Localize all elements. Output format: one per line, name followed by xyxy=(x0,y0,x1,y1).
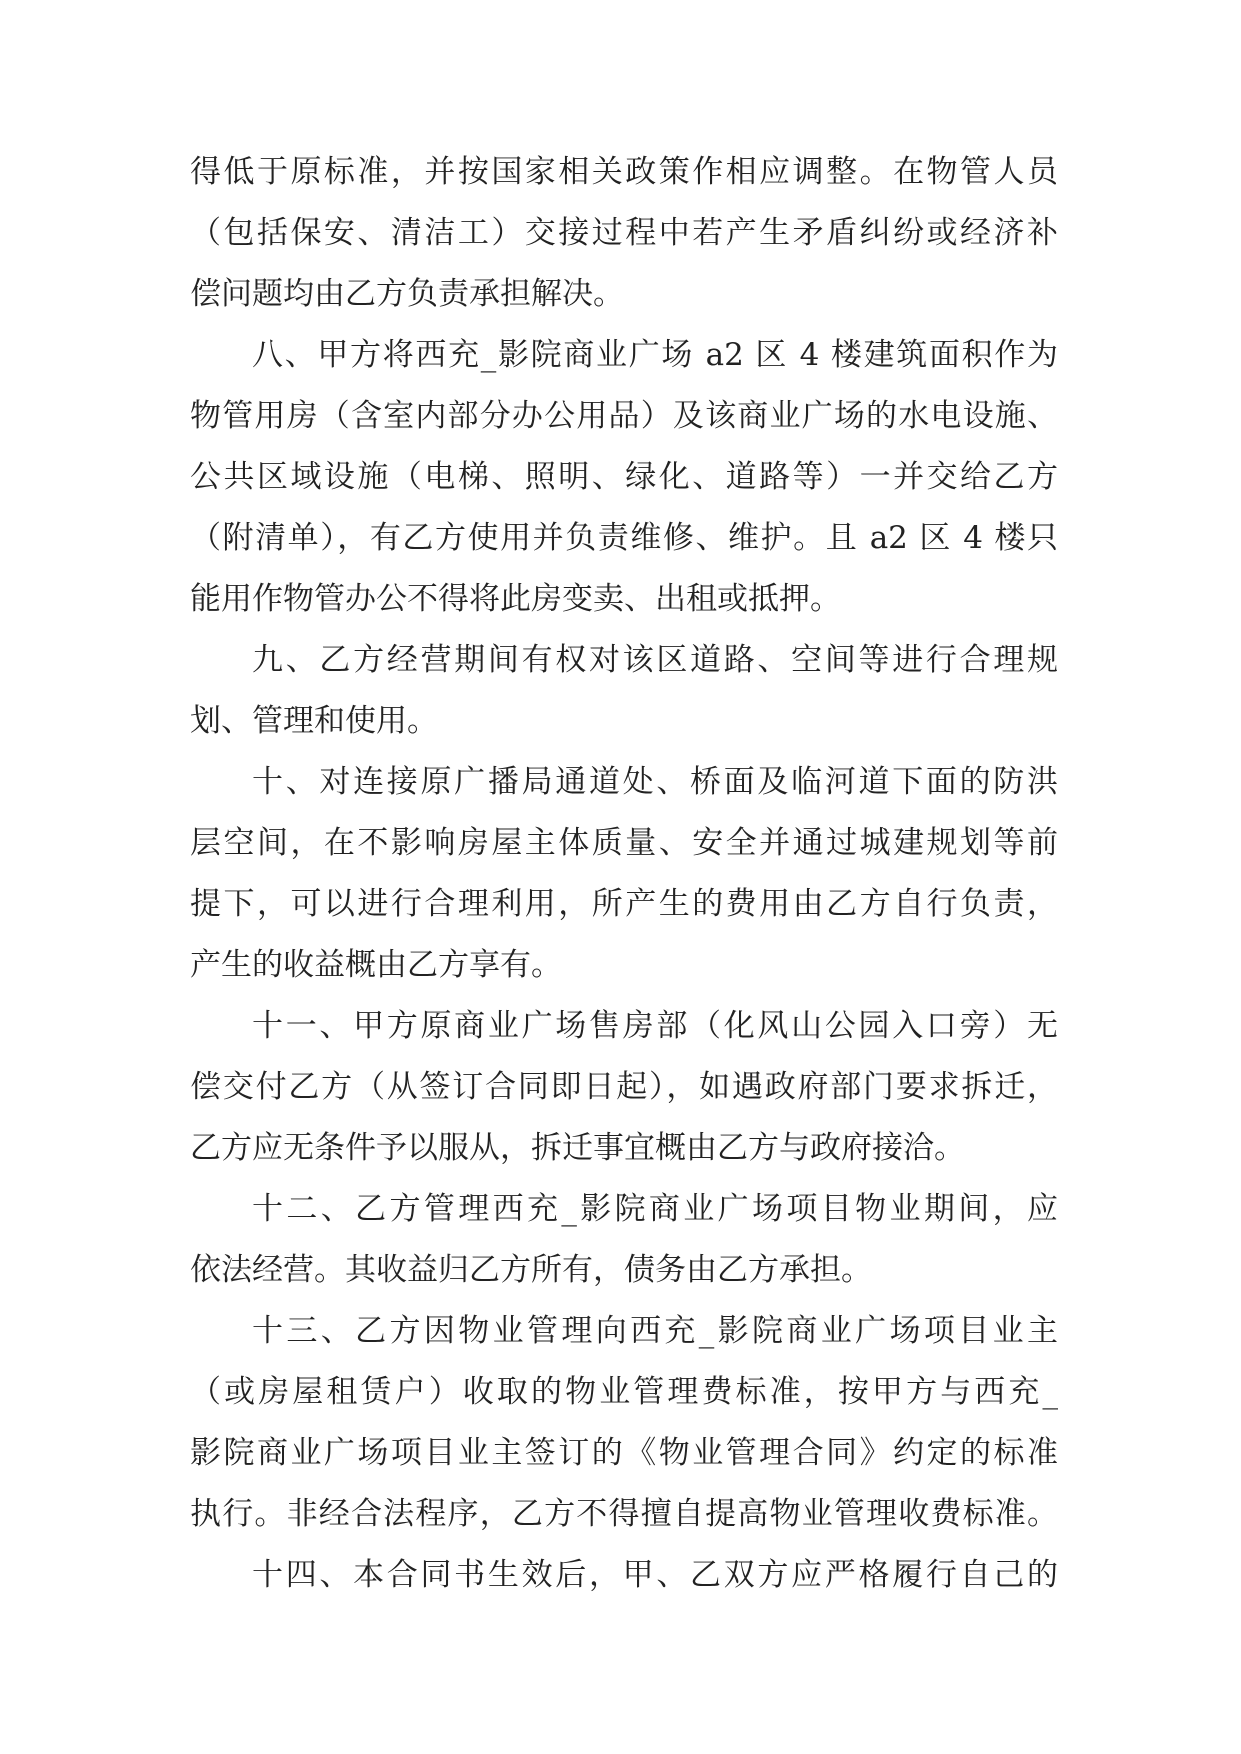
text-line: 偿问题均由乙方负责承担解决。 xyxy=(190,276,624,312)
text-line: 执行。非经合法程序，乙方不得擅自提高物业管理收费标准。 xyxy=(190,1496,1058,1532)
document-page xyxy=(190,142,1058,1606)
clause-11-first-line: 十一、甲方原商业广场售房部（化风山公园入口旁）无 xyxy=(252,1008,1058,1044)
text-line: 公共区域设施（电梯、照明、绿化、道路等）一并交给乙方 xyxy=(190,459,1058,495)
text-line: 依法经营。其收益归乙方所有，债务由乙方承担。 xyxy=(190,1252,872,1288)
text-line: 物管用房（含室内部分办公用品）及该商业广场的水电设施、 xyxy=(190,398,1058,434)
text-line: 乙方应无条件予以服从，拆迁事宜概由乙方与政府接洽。 xyxy=(190,1130,965,1166)
text-line: 划、管理和使用。 xyxy=(190,703,438,739)
clause-9-first-line: 九、乙方经营期间有权对该区道路、空间等进行合理规 xyxy=(252,642,1058,678)
clause-12-first-line: 十二、乙方管理西充_影院商业广场项目物业期间，应 xyxy=(252,1191,1058,1227)
text-line: （附清单），有乙方使用并负责维修、维护。且 a2 区 4 楼只 xyxy=(190,520,1058,556)
text-line: （或房屋租赁户）收取的物业管理费标准，按甲方与西充_ xyxy=(190,1374,1058,1410)
text-line: （包括保安、清洁工）交接过程中若产生矛盾纠纷或经济补 xyxy=(190,215,1058,251)
text-line: 能用作物管办公不得将此房变卖、出租或抵押。 xyxy=(190,581,841,617)
text-line: 产生的收益概由乙方享有。 xyxy=(190,947,562,983)
text-line: 影院商业广场项目业主签订的《物业管理合同》约定的标准 xyxy=(190,1435,1058,1471)
clause-13-first-line: 十三、乙方因物业管理向西充_影院商业广场项目业主 xyxy=(252,1313,1058,1349)
clause-14-first-line: 十四、本合同书生效后，甲、乙双方应严格履行自己的 xyxy=(252,1557,1058,1593)
text-line: 层空间，在不影响房屋主体质量、安全并通过城建规划等前 xyxy=(190,825,1058,861)
clause-10-first-line: 十、对连接原广播局通道处、桥面及临河道下面的防洪 xyxy=(252,764,1058,800)
text-line: 提下，可以进行合理利用，所产生的费用由乙方自行负责， xyxy=(190,886,1058,922)
text-line: 偿交付乙方（从签订合同即日起），如遇政府部门要求拆迁， xyxy=(190,1069,1058,1105)
clause-8-first-line: 八、甲方将西充_影院商业广场 a2 区 4 楼建筑面积作为 xyxy=(252,337,1058,373)
text-line: 得低于原标准，并按国家相关政策作相应调整。在物管人员 xyxy=(190,154,1058,190)
